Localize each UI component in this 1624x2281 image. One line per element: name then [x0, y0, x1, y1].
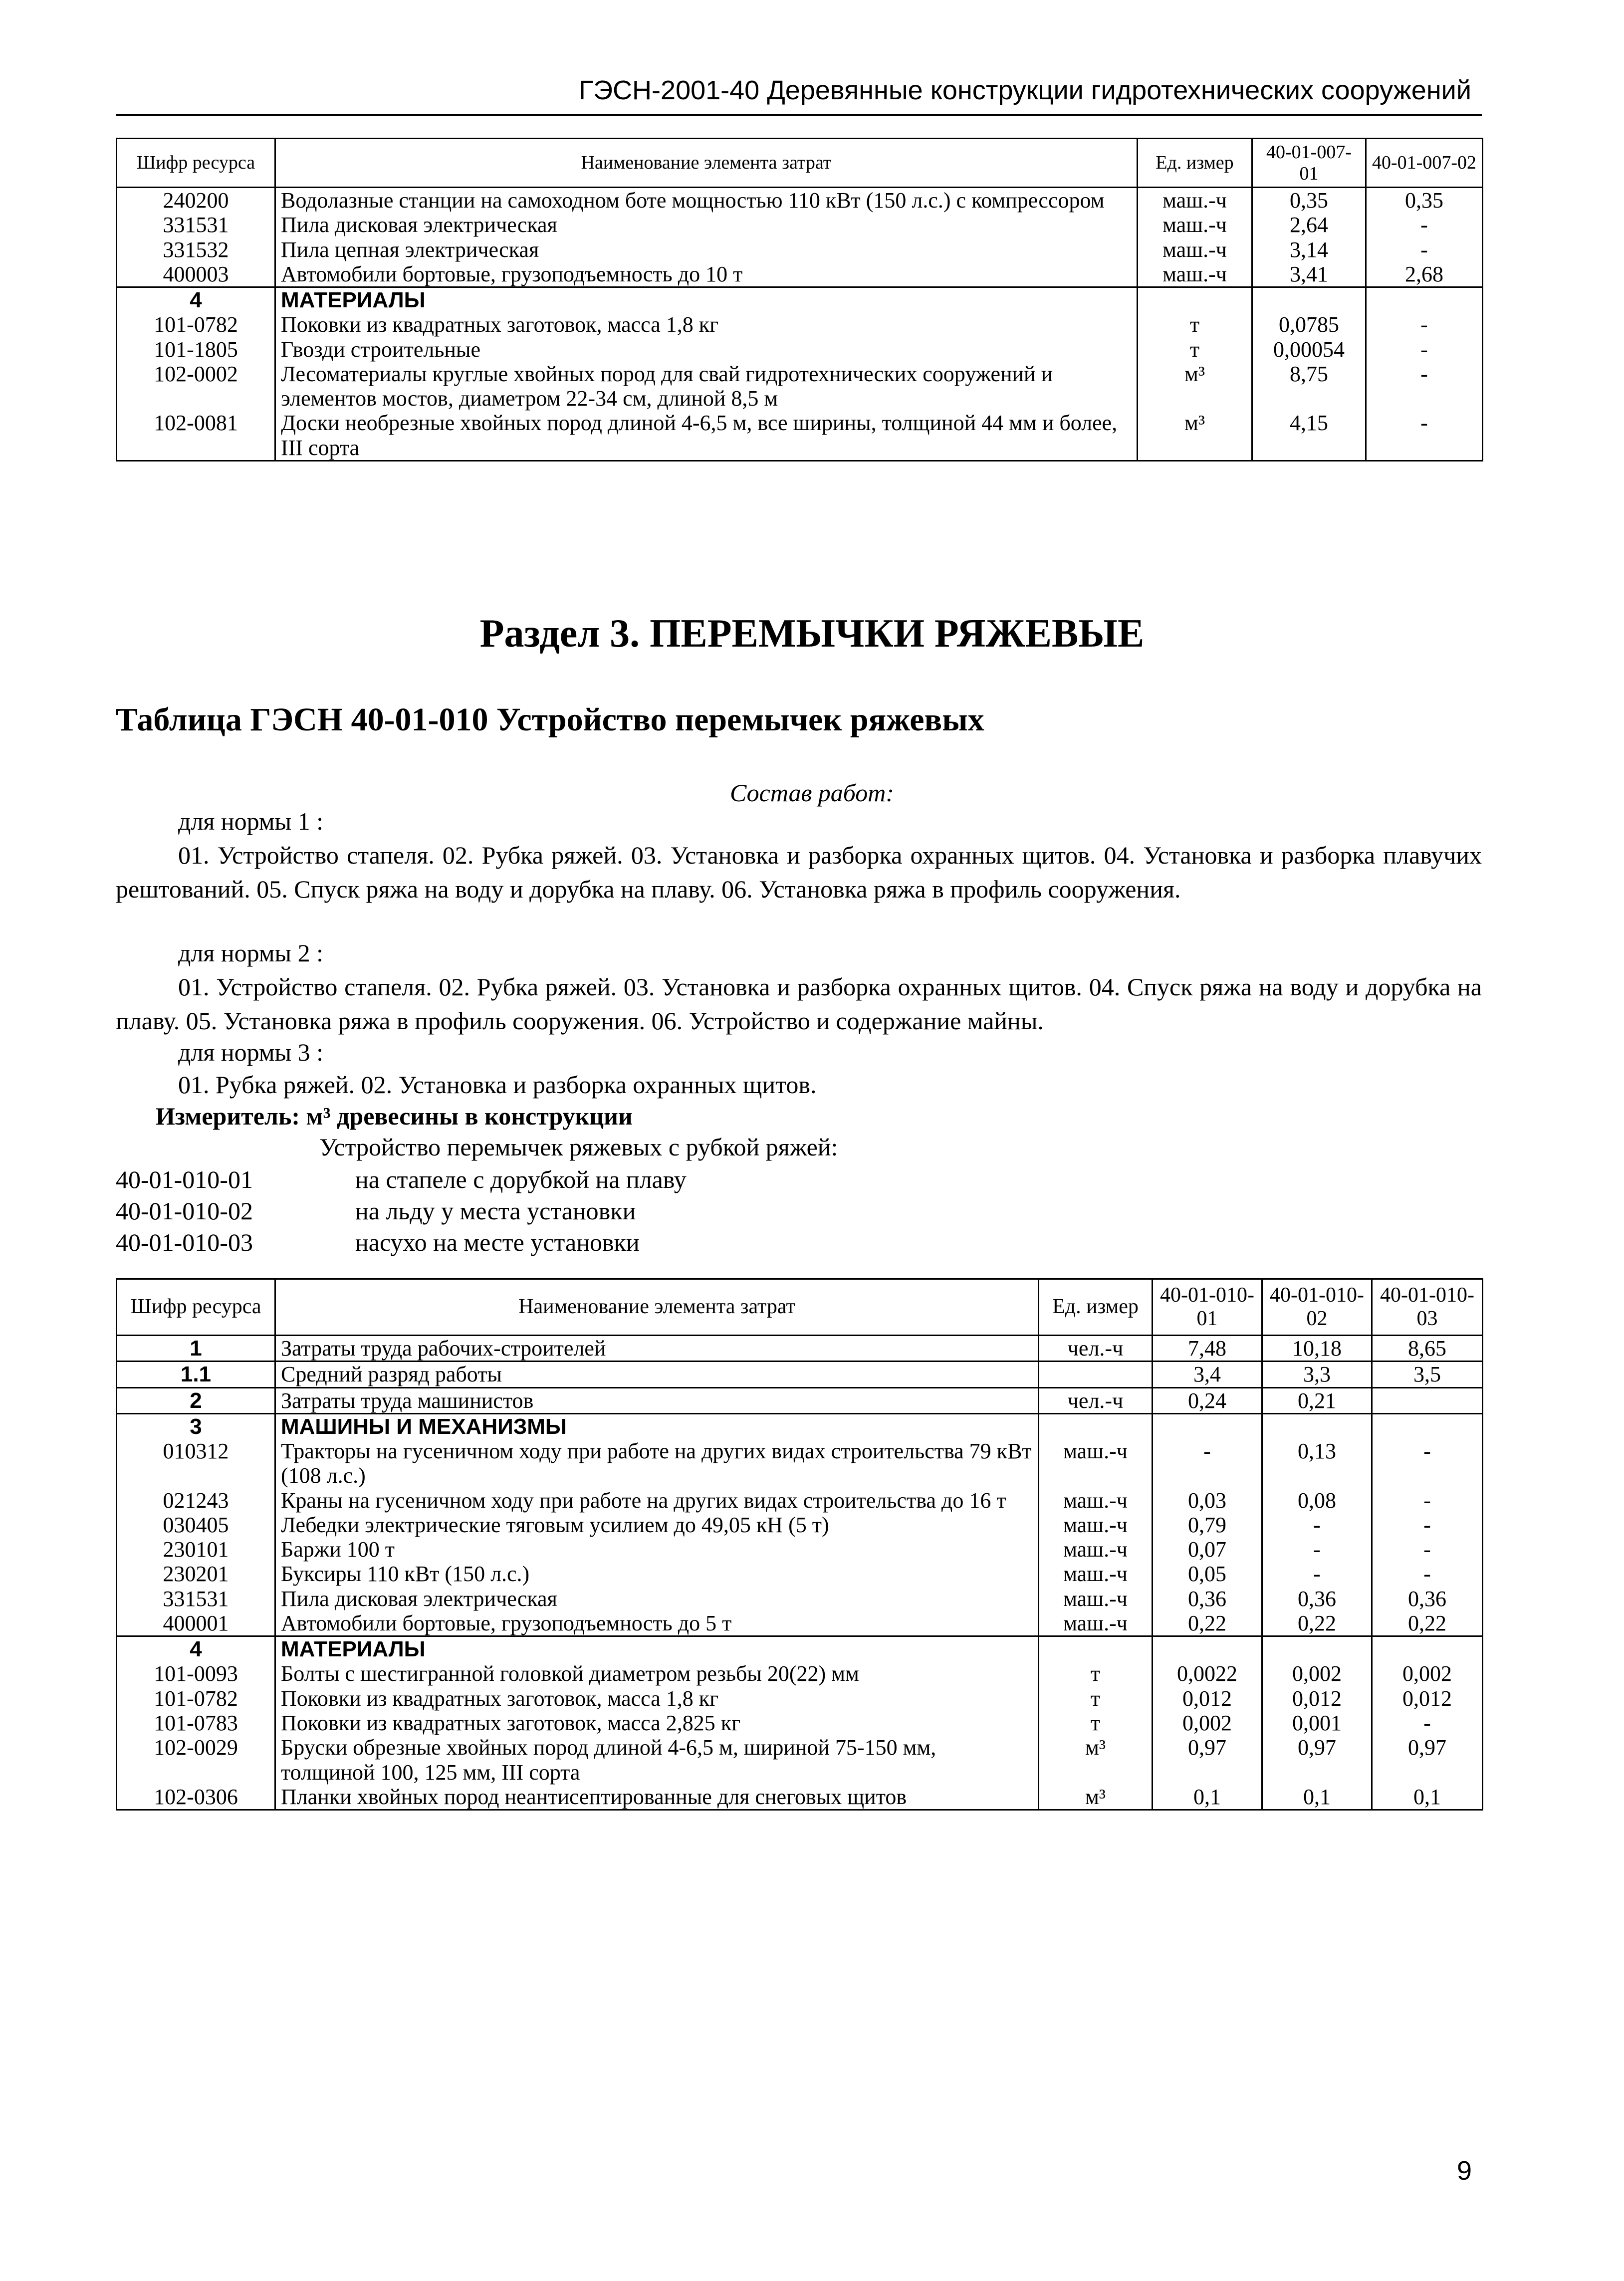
table-row: [117, 1636, 1483, 1662]
value-cell-1: 3,41: [1252, 262, 1366, 287]
value-cell-3: 0,012: [1372, 1686, 1483, 1711]
unit-cell: маш.-ч: [1138, 188, 1252, 213]
resource-code-cell: 030405: [117, 1513, 275, 1537]
value-cell-2: -: [1366, 312, 1483, 337]
unit-cell: маш.-ч: [1039, 1611, 1153, 1636]
table-header-row: [117, 1279, 1483, 1336]
resource-name-cell: МАТЕРИАЛЫ: [275, 1636, 1039, 1662]
unit-cell: маш.-ч: [1138, 237, 1252, 262]
value-cell-1: 0,22: [1153, 1611, 1262, 1636]
resource-name-cell: Лесоматериалы круглые хвойных пород для свай гидротехнических сооружений и элементов мостов, диаметром 22-34 см, длиной 8,5 м: [275, 362, 1138, 411]
norm-code-1: 40-01-010-01: [116, 1165, 253, 1193]
value-cell-1: 2,64: [1252, 213, 1366, 237]
value-cell-1: [1153, 1636, 1262, 1662]
value-cell-3: 0,97: [1372, 1735, 1483, 1785]
resource-code-cell: 010312: [117, 1439, 275, 1488]
resource-name-cell: Планки хвойных пород неантисептированные для снеговых щитов: [275, 1785, 1039, 1810]
value-cell-1: 0,07: [1153, 1537, 1262, 1562]
unit-cell: маш.-ч: [1039, 1488, 1153, 1513]
resource-name-cell: Баржи 100 т: [275, 1537, 1039, 1562]
unit-cell: м³: [1138, 411, 1252, 460]
resource-name-cell: Затраты труда рабочих-строителей: [275, 1336, 1039, 1362]
value-cell-2: 0,08: [1262, 1488, 1372, 1513]
resource-name-cell: Болты с шестигранной головкой диаметром резьбы 20(22) мм: [275, 1661, 1039, 1686]
value-cell-2: 0,13: [1262, 1439, 1372, 1488]
value-cell-2: 0,97: [1262, 1735, 1372, 1785]
header-norm-1: 40-01-007-01: [1252, 139, 1366, 188]
norm-1-label: для нормы 1 :: [178, 807, 324, 835]
resource-name-cell: Средний разряд работы: [275, 1362, 1039, 1387]
norm-3-label: для нормы 3 :: [178, 1038, 324, 1066]
unit-cell: м³: [1138, 362, 1252, 411]
value-cell-1: 0,002: [1153, 1711, 1262, 1735]
value-cell-2: 0,21: [1262, 1387, 1372, 1413]
value-cell-1: 0,35: [1252, 188, 1366, 213]
norm-2-text: [116, 970, 1482, 1038]
resource-name-cell: Бруски обрезные хвойных пород длиной 4-6,5 м, шириной 75-150 мм, толщиной 100, 125 мм, III сорта: [275, 1735, 1039, 1785]
value-cell-1: 0,05: [1153, 1562, 1262, 1586]
table-row: [117, 1336, 1483, 1362]
resource-code-cell: 4: [117, 287, 275, 313]
value-cell-1: 0,79: [1153, 1513, 1262, 1537]
value-cell-1: 0,36: [1153, 1587, 1262, 1611]
norm-code-3: 40-01-010-03: [116, 1228, 253, 1256]
resource-name-cell: Краны на гусеничном ходу при работе на других видах строительства до 16 т: [275, 1488, 1039, 1513]
measure-line: [156, 1099, 633, 1133]
header-name: Наименование элемента затрат: [275, 139, 1138, 188]
resource-name-cell: Лебедки электрические тяговым усилием до 49,05 кН (5 т): [275, 1513, 1039, 1537]
resource-name-cell: Тракторы на гусеничном ходу при работе на других видах строительства 79 кВт (108 л.с.): [275, 1439, 1039, 1488]
measure-text: м³ древесины в конструкции: [306, 1102, 633, 1130]
resource-name-cell: Затраты труда машинистов: [275, 1387, 1039, 1413]
norm-desc-3: насухо на месте установки: [355, 1228, 640, 1256]
table-row: [117, 1562, 1483, 1586]
norm-1-body: 01. Устройство стапеля. 02. Рубка ряжей. 03. Установка и разборка охранных щитов. 04. Установка и разборка плавучих рештований. 05. Спуск ряжа на воду и дорубка на плаву. 06. Установка ряжа в профиль сооружения.: [116, 841, 1482, 903]
unit-cell: маш.-ч: [1138, 213, 1252, 237]
value-cell-1: 0,24: [1153, 1387, 1262, 1413]
value-cell-2: -: [1262, 1537, 1372, 1562]
resource-code-cell: 331531: [117, 1587, 275, 1611]
value-cell-2: -: [1262, 1562, 1372, 1586]
norm-2-body: 01. Устройство стапеля. 02. Рубка ряжей. 03. Установка и разборка охранных щитов. 04. Спуск ряжа на воду и дорубка на плаву. 05. Установка ряжа в профиль сооружения. 06. Устройство и содержание майны.: [116, 973, 1482, 1035]
value-cell-3: 8,65: [1372, 1336, 1483, 1362]
value-cell-2: [1262, 1636, 1372, 1662]
value-cell-1: 0,1: [1153, 1785, 1262, 1810]
resource-name-cell: Пила цепная электрическая: [275, 237, 1138, 262]
value-cell-2: [1366, 287, 1483, 313]
resource-name-cell: Поковки из квадратных заготовок, масса 2,825 кг: [275, 1711, 1039, 1735]
value-cell-3: -: [1372, 1488, 1483, 1513]
value-cell-2: 3,3: [1262, 1362, 1372, 1387]
value-cell-1: [1153, 1413, 1262, 1439]
table-row: [117, 1413, 1483, 1439]
header-code: Шифр ресурса: [117, 1279, 275, 1336]
table-row: [117, 262, 1483, 287]
table-row: [117, 1686, 1483, 1711]
norm-1-text: [116, 838, 1482, 906]
resource-name-cell: МАТЕРИАЛЫ: [275, 287, 1138, 313]
value-cell-2: -: [1366, 213, 1483, 237]
resource-code-cell: 102-0081: [117, 411, 275, 460]
table-row: [117, 312, 1483, 337]
value-cell-3: 0,36: [1372, 1587, 1483, 1611]
value-cell-1: 0,03: [1153, 1488, 1262, 1513]
table-row: [117, 1735, 1483, 1785]
unit-cell: т: [1138, 337, 1252, 362]
unit-cell: [1039, 1636, 1153, 1662]
norm-desc-2: на льду у места установки: [355, 1197, 636, 1225]
table-row: [117, 188, 1483, 213]
unit-cell: чел.-ч: [1039, 1387, 1153, 1413]
resource-code-cell: 331532: [117, 237, 275, 262]
header-norm-3: 40-01-010-03: [1372, 1279, 1483, 1336]
resource-code-cell: 021243: [117, 1488, 275, 1513]
value-cell-2: -: [1366, 237, 1483, 262]
resource-code-cell: 101-0782: [117, 312, 275, 337]
resource-code-cell: 101-0093: [117, 1661, 275, 1686]
unit-cell: [1138, 287, 1252, 313]
resource-code-cell: 331531: [117, 213, 275, 237]
unit-cell: т: [1039, 1686, 1153, 1711]
table-row: [117, 1513, 1483, 1537]
resource-name-cell: Пила дисковая электрическая: [275, 1587, 1039, 1611]
value-cell-3: -: [1372, 1439, 1483, 1488]
value-cell-2: 10,18: [1262, 1336, 1372, 1362]
value-cell-1: [1252, 287, 1366, 313]
table-row: [117, 1439, 1483, 1488]
norm-desc-1: на стапеле с дорубкой на плаву: [355, 1165, 687, 1193]
header-unit: Ед. измер: [1138, 139, 1252, 188]
unit-cell: м³: [1039, 1785, 1153, 1810]
value-cell-2: 0,22: [1262, 1611, 1372, 1636]
unit-cell: т: [1039, 1661, 1153, 1686]
measure-label: Измеритель:: [156, 1102, 300, 1130]
value-cell-1: 0,0785: [1252, 312, 1366, 337]
norm-code-2: 40-01-010-02: [116, 1197, 253, 1225]
header-norm-2: 40-01-010-02: [1262, 1279, 1372, 1336]
resource-code-cell: 3: [117, 1413, 275, 1439]
header-code: Шифр ресурса: [117, 139, 275, 188]
value-cell-1: 3,4: [1153, 1362, 1262, 1387]
header-name: Наименование элемента затрат: [275, 1279, 1039, 1336]
table-header-row: [117, 139, 1483, 188]
work-composition-title: Состав работ:: [729, 779, 895, 807]
value-cell-2: -: [1366, 362, 1483, 411]
resource-name-cell: Автомобили бортовые, грузоподъемность до 10 т: [275, 262, 1138, 287]
table-title: Таблица ГЭСН 40-01-010 Устройство перемычек ряжевых: [116, 701, 984, 738]
value-cell-2: 0,012: [1262, 1686, 1372, 1711]
resource-code-cell: 400003: [117, 262, 275, 287]
unit-cell: маш.-ч: [1039, 1513, 1153, 1537]
unit-cell: маш.-ч: [1039, 1439, 1153, 1488]
table-row: [117, 1587, 1483, 1611]
value-cell-2: -: [1366, 411, 1483, 460]
table-row: [117, 1537, 1483, 1562]
value-cell-2: 0,002: [1262, 1661, 1372, 1686]
value-cell-1: -: [1153, 1439, 1262, 1488]
table-row: [117, 1711, 1483, 1735]
value-cell-2: -: [1262, 1513, 1372, 1537]
resource-code-cell: 101-0782: [117, 1686, 275, 1711]
section-title: Раздел 3. ПЕРЕМЫЧКИ РЯЖЕВЫЕ: [479, 612, 1145, 656]
unit-cell: чел.-ч: [1039, 1336, 1153, 1362]
resource-name-cell: Автомобили бортовые, грузоподъемность до 5 т: [275, 1611, 1039, 1636]
resource-code-cell: 101-0783: [117, 1711, 275, 1735]
value-cell-2: [1262, 1413, 1372, 1439]
value-cell-3: -: [1372, 1537, 1483, 1562]
table-row: [117, 362, 1483, 411]
table-row: [117, 287, 1483, 313]
table-row: [117, 1785, 1483, 1810]
value-cell-3: [1372, 1413, 1483, 1439]
resource-code-cell: 2: [117, 1387, 275, 1413]
table-row: [117, 1488, 1483, 1513]
resource-name-cell: Поковки из квадратных заготовок, масса 1,8 кг: [275, 312, 1138, 337]
table-row: [117, 1611, 1483, 1636]
value-cell-1: 3,14: [1252, 237, 1366, 262]
resource-code-cell: 102-0029: [117, 1735, 275, 1785]
resource-name-cell: МАШИНЫ И МЕХАНИЗМЫ: [275, 1413, 1039, 1439]
unit-cell: м³: [1039, 1735, 1153, 1785]
value-cell-3: -: [1372, 1711, 1483, 1735]
value-cell-2: 0,35: [1366, 188, 1483, 213]
resource-name-cell: Доски необрезные хвойных пород длиной 4-6,5 м, все ширины, толщиной 44 мм и более, III сорта: [275, 411, 1138, 460]
norm-3-text: 01. Рубка ряжей. 02. Установка и разборка охранных щитов.: [178, 1071, 817, 1099]
table-row: [117, 1661, 1483, 1686]
unit-cell: маш.-ч: [1039, 1562, 1153, 1586]
resource-code-cell: 102-0306: [117, 1785, 275, 1810]
norm-2-label: для нормы 2 :: [178, 939, 324, 967]
value-cell-1: 0,00054: [1252, 337, 1366, 362]
resource-name-cell: Буксиры 110 кВт (150 л.с.): [275, 1562, 1039, 1586]
resource-name-cell: Поковки из квадратных заготовок, масса 1,8 кг: [275, 1686, 1039, 1711]
header-rule: [116, 114, 1482, 116]
resource-code-cell: 230201: [117, 1562, 275, 1586]
resource-code-cell: 102-0002: [117, 362, 275, 411]
norms-heading: Устройство перемычек ряжевых с рубкой ряжей:: [319, 1133, 838, 1161]
value-cell-1: 0,97: [1153, 1735, 1262, 1785]
resource-table-2: [116, 1278, 1483, 1811]
unit-cell: маш.-ч: [1138, 262, 1252, 287]
unit-cell: [1039, 1362, 1153, 1387]
resource-code-cell: 4: [117, 1636, 275, 1662]
value-cell-1: 4,15: [1252, 411, 1366, 460]
resource-table-1: [116, 138, 1483, 461]
table-row: [117, 1387, 1483, 1413]
value-cell-3: [1372, 1387, 1483, 1413]
unit-cell: маш.-ч: [1039, 1537, 1153, 1562]
resource-name-cell: Пила дисковая электрическая: [275, 213, 1138, 237]
table-row: [117, 213, 1483, 237]
value-cell-2: 0,1: [1262, 1785, 1372, 1810]
value-cell-2: 0,36: [1262, 1587, 1372, 1611]
unit-cell: [1039, 1413, 1153, 1439]
value-cell-2: 2,68: [1366, 262, 1483, 287]
value-cell-2: 0,001: [1262, 1711, 1372, 1735]
value-cell-1: 0,012: [1153, 1686, 1262, 1711]
header-unit: Ед. измер: [1039, 1279, 1153, 1336]
header-norm-2: 40-01-007-02: [1366, 139, 1483, 188]
header-norm-1: 40-01-010-01: [1153, 1279, 1262, 1336]
value-cell-3: [1372, 1636, 1483, 1662]
unit-cell: т: [1039, 1711, 1153, 1735]
resource-code-cell: 1.1: [117, 1362, 275, 1387]
page-number: 9: [1457, 2156, 1472, 2186]
running-head: ГЭСН-2001-40 Деревянные конструкции гидротехнических сооружений: [579, 75, 1471, 105]
value-cell-1: 8,75: [1252, 362, 1366, 411]
value-cell-3: 0,002: [1372, 1661, 1483, 1686]
table-2-body: [117, 1336, 1483, 1810]
resource-code-cell: 230101: [117, 1537, 275, 1562]
resource-code-cell: 1: [117, 1336, 275, 1362]
value-cell-1: 0,0022: [1153, 1661, 1262, 1686]
value-cell-3: 3,5: [1372, 1362, 1483, 1387]
value-cell-3: 0,22: [1372, 1611, 1483, 1636]
resource-code-cell: 240200: [117, 188, 275, 213]
resource-name-cell: Водолазные станции на самоходном боте мощностью 110 кВт (150 л.с.) с компрессором: [275, 188, 1138, 213]
resource-code-cell: 400001: [117, 1611, 275, 1636]
value-cell-1: 7,48: [1153, 1336, 1262, 1362]
value-cell-3: 0,1: [1372, 1785, 1483, 1810]
table-row: [117, 237, 1483, 262]
value-cell-2: -: [1366, 337, 1483, 362]
table-row: [117, 337, 1483, 362]
table-row: [117, 411, 1483, 460]
value-cell-3: -: [1372, 1513, 1483, 1537]
unit-cell: т: [1138, 312, 1252, 337]
resource-name-cell: Гвозди строительные: [275, 337, 1138, 362]
resource-code-cell: 101-1805: [117, 337, 275, 362]
table-1-body: [117, 188, 1483, 461]
table-row: [117, 1362, 1483, 1387]
value-cell-3: -: [1372, 1562, 1483, 1586]
unit-cell: маш.-ч: [1039, 1587, 1153, 1611]
